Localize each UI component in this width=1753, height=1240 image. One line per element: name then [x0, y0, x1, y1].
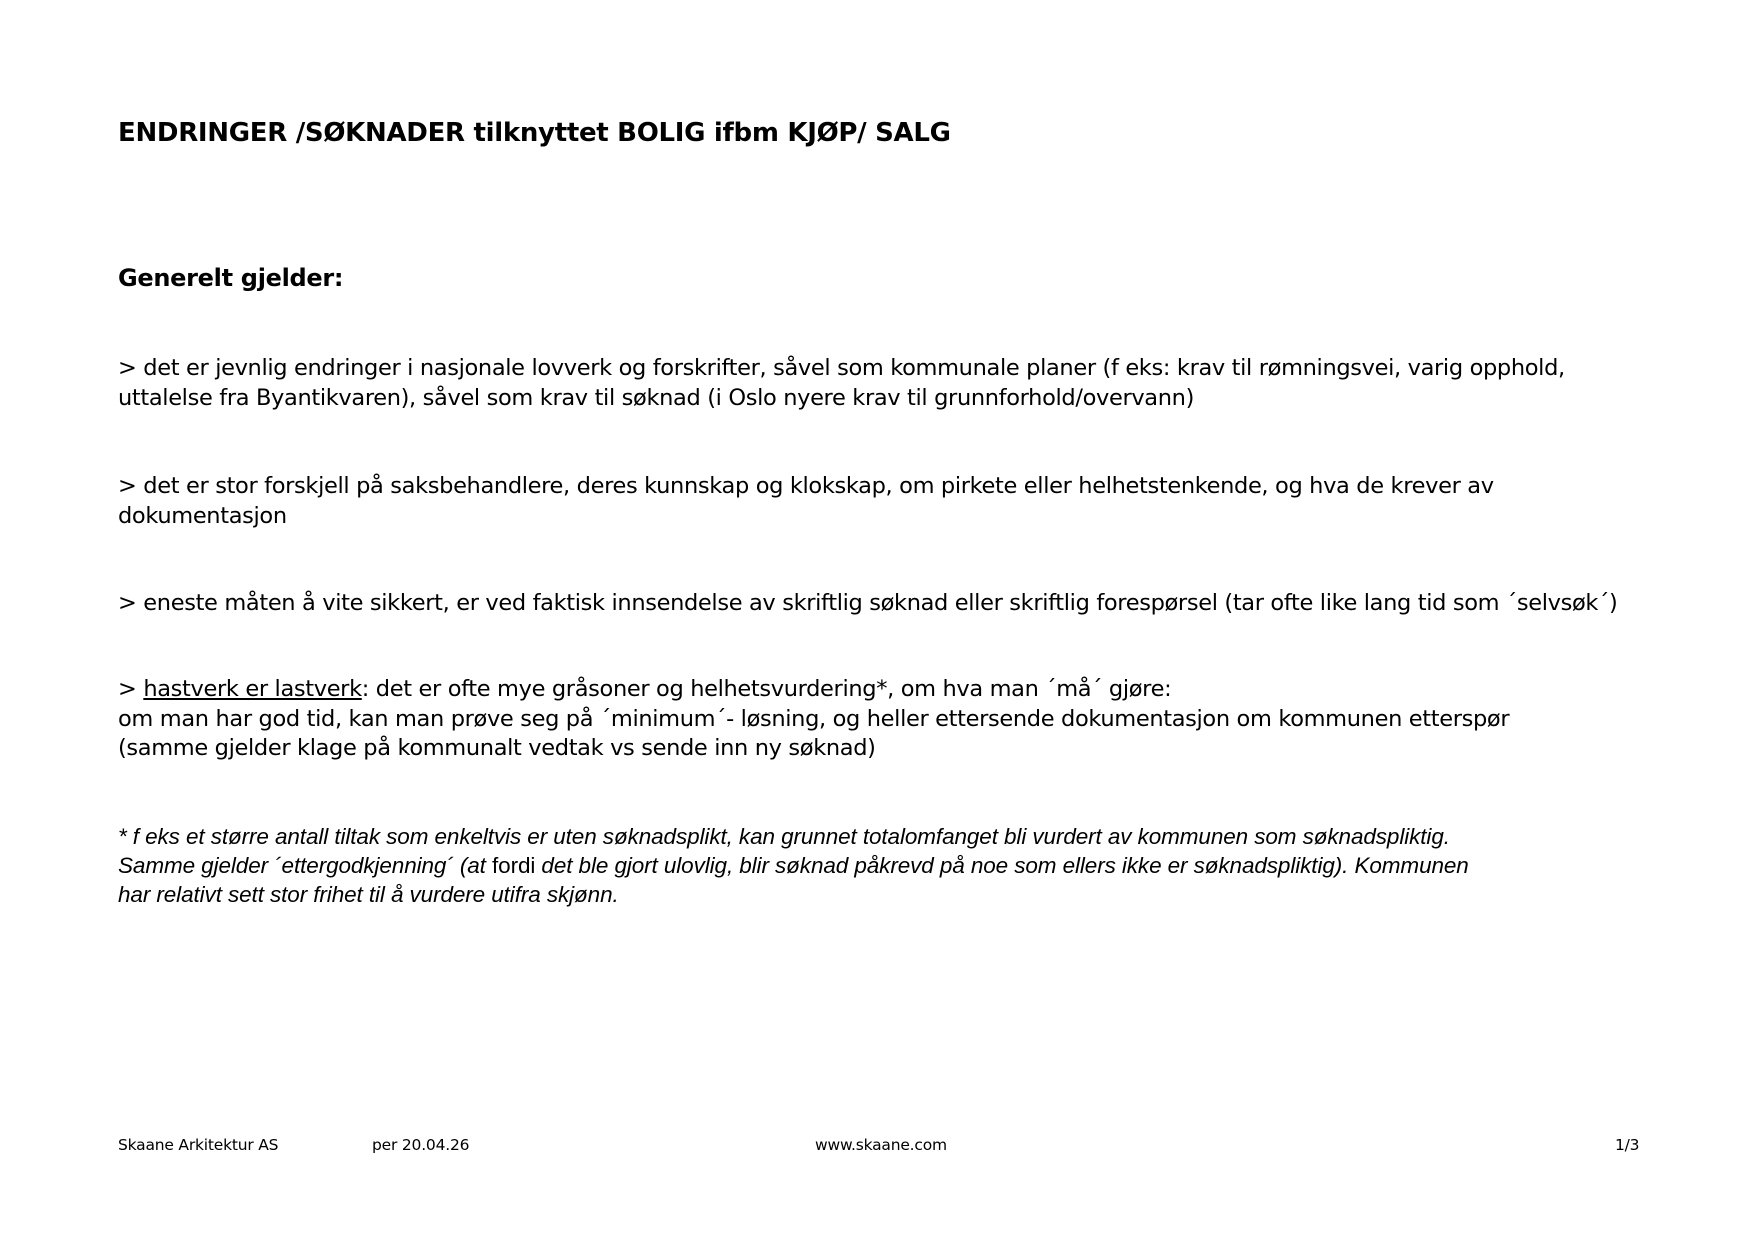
paragraph-legislation	[118, 354, 1658, 413]
paragraph-line: dokumentasjon	[118, 502, 287, 529]
bullet-prefix: >	[118, 676, 144, 702]
paragraph-line: > det er stor forskjell på saksbehandlere, deres kunnskap og klokskap, om pirkete eller helhetstenkende, og hva de krever av	[118, 473, 1494, 499]
footer-page-number: 1/3	[1615, 1136, 1640, 1154]
footer-website-link: www.skaane.com	[815, 1136, 947, 1154]
paragraph-haste	[118, 675, 1658, 764]
paragraph-line: (samme gjelder klage på kommunalt vedtak vs sende inn ny søknad)	[118, 735, 876, 761]
footnote-line: * f eks et større antall tiltak som enkeltvis er uten søknadsplikt, kan grunnet totalomfanget bli vurdert av kommunen som søknadspliktig.	[118, 824, 1450, 849]
section-heading: Generelt gjelder:	[118, 264, 344, 292]
document-title: ENDRINGER /SØKNADER tilknyttet BOLIG ifbm KJØP/ SALG	[118, 118, 951, 148]
footnote	[118, 822, 1658, 909]
footer-date: per 20.04.26	[372, 1136, 470, 1154]
footnote-line	[118, 851, 1658, 880]
paragraph-line: > eneste måten å vite sikkert, er ved faktisk innsendelse av skriftlig søknad eller skriftlig forespørsel (tar ofte like lang tid som ´selvsøk´)	[118, 590, 1618, 616]
paragraph-line	[118, 675, 1658, 705]
footer-company: Skaane Arkitektur AS	[118, 1136, 279, 1154]
footnote-upright-word: fordi	[492, 853, 536, 878]
footnote-text: Samme gjelder ´ettergodkjenning´ (at	[118, 853, 492, 878]
paragraph-line-rest: : det er ofte mye gråsoner og helhetsvurdering*, om hva man ´må´ gjøre:	[361, 676, 1172, 702]
paragraph-line: uttalelse fra Byantikvaren), såvel som krav til søknad (i Oslo nyere krav til grunnforhold/overvann)	[118, 384, 1194, 411]
paragraph-line: > det er jevnlig endringer i nasjonale lovverk og forskrifter, såvel som kommunale planer (f eks: krav til rømningsvei, varig opphold,	[118, 355, 1565, 381]
paragraph-line: om man har god tid, kan man prøve seg på ´minimum´- løsning, og heller ettersende dokumentasjon om kommunen etterspør	[118, 705, 1510, 732]
underlined-phrase: hastverk er lastverk	[143, 676, 362, 702]
footnote-line: har relativt sett stor frihet til å vurdere utifra skjønn.	[118, 882, 619, 907]
paragraph-only-way	[118, 589, 1658, 619]
footnote-text: det ble gjort ulovlig, blir søknad påkrevd på noe som ellers ikke er søknadspliktig). Kommunen	[535, 853, 1469, 878]
paragraph-case-handlers	[118, 472, 1658, 531]
